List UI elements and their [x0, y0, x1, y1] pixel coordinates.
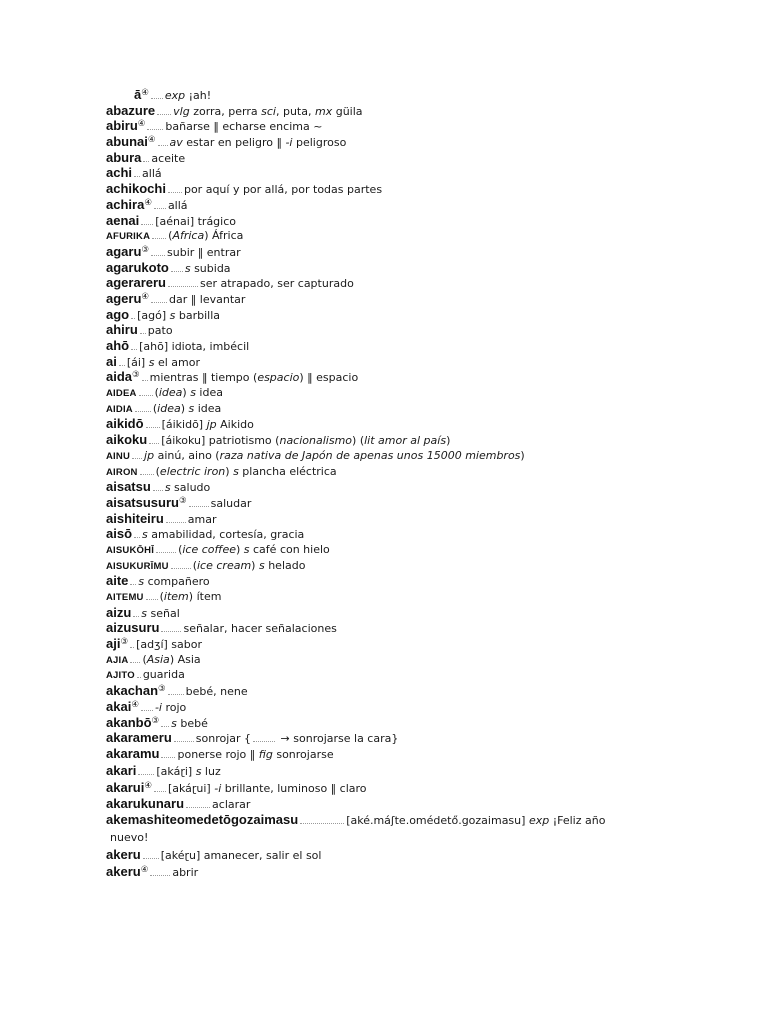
entry-headword: aikidō: [106, 416, 144, 432]
entry-headword: akai: [106, 698, 132, 714]
entry-headword: agaru: [106, 243, 142, 259]
entry-definition: señalar, hacer señalaciones: [183, 622, 337, 636]
accent-number: ④: [144, 781, 152, 792]
entry-definition: exp ¡ah!: [164, 89, 212, 102]
entry-headword: akanbō: [106, 714, 152, 730]
entry-continuation: [106, 830, 666, 846]
dictionary-entry: [106, 307, 666, 323]
leader-dots: [134, 175, 140, 177]
accent-number: ③: [132, 370, 140, 381]
accent-number: ④: [147, 135, 156, 146]
entry-headword: AISUKŌHĪ: [106, 544, 155, 556]
entry-definition: [áikoku] patriotismo (nacionalismo) (lit amor al país): [161, 434, 451, 448]
entry-definition: jp ainú, aino (raza nativa de Japón de apenas unos 15000 miembros): [144, 448, 525, 462]
leader-dots: [141, 223, 153, 225]
dictionary-entry: [106, 401, 666, 417]
leader-dots: [158, 144, 168, 146]
entry-headword: aji: [106, 636, 121, 652]
dictionary-entry: [106, 134, 666, 150]
dictionary-entry: [106, 796, 666, 812]
entry-definition: s saludo: [164, 481, 211, 495]
entry-headword: akemashiteomedetōgozaimasu: [106, 812, 299, 828]
entry-definition: abrir: [172, 866, 199, 880]
entry-headword: aisatsusuru: [106, 494, 179, 510]
leader-dots: [152, 237, 166, 239]
entry-definition: ser atrapado, ser capturado: [199, 277, 354, 291]
entry-definition: [akéɽu] amanecer, salir el sol: [160, 848, 322, 862]
dictionary-entry: [106, 620, 666, 636]
accent-number: ③: [120, 637, 129, 648]
leader-dots: [151, 301, 167, 303]
dictionary-entry: [106, 165, 666, 181]
dictionary-entry: [106, 479, 666, 495]
dictionary-entry: [106, 448, 666, 464]
entry-definition: mientras ‖ tiempo (espacio) ‖ espacio: [149, 371, 359, 385]
entry-definition: [ái] s el amor: [126, 355, 200, 369]
entry-definition: s amabilidad, cortesía, gracia: [142, 528, 305, 542]
accent-number: ④: [141, 291, 150, 302]
leader-dots: [146, 426, 160, 428]
entry-headword: aite: [106, 573, 129, 589]
leader-dots: [137, 676, 141, 678]
entry-definition: ponerse rojo ‖ fig sonrojarse: [177, 747, 334, 761]
entry-definition: s subida: [184, 261, 231, 275]
leader-dots: [161, 630, 181, 632]
leader-dots: [171, 270, 183, 272]
dictionary-entry: [106, 244, 666, 260]
entry-definition: allá: [167, 198, 188, 212]
dictionary-entry: [106, 338, 666, 354]
leader-dots: [189, 505, 209, 507]
entry-definition: (ice coffee) s café con hielo: [178, 542, 330, 556]
dictionary-entry: [106, 495, 666, 511]
entry-headword: aizu: [106, 604, 132, 620]
entry-definition: vlg zorra, perra sci, puta, mx güila: [173, 104, 363, 118]
entry-headword: akarameru: [106, 730, 172, 746]
entry-headword: akachan: [106, 683, 159, 699]
dictionary-entry: [106, 811, 666, 830]
dictionary-entry: [106, 432, 666, 448]
leader-dots: [161, 725, 169, 727]
entry-headword: aida: [106, 369, 133, 385]
entry-definition: por aquí y por allá, por todas partes: [183, 183, 383, 197]
entry-headword: akeru: [106, 846, 141, 862]
dictionary-entry: [106, 699, 666, 715]
accent-number: ④: [137, 119, 146, 130]
dictionary-entry: [106, 573, 666, 589]
entry-headword: abiru: [106, 118, 138, 134]
entry-headword: ahiru: [106, 322, 138, 338]
entry-definition: (electric iron) s plancha eléctrica: [155, 464, 337, 478]
entry-definition: (Asia) Asia: [142, 652, 201, 666]
entry-definition: aclarar: [212, 797, 251, 811]
dictionary-entry: [106, 228, 666, 244]
accent-number: ④: [144, 197, 152, 208]
leader-dots: [131, 348, 137, 350]
entry-headword: AFURIKA: [106, 231, 151, 243]
entry-definition: subir ‖ entrar: [167, 245, 241, 259]
leader-dots: [135, 410, 151, 412]
dictionary-entry: [106, 385, 666, 401]
entry-headword: ago: [106, 306, 130, 322]
entry-definition: [ahō] idiota, imbécil: [139, 340, 250, 353]
entry-headword: aizusuru: [106, 620, 160, 636]
entry-definition: [áikidō] jp Aikido: [161, 418, 254, 432]
leader-dots: [151, 254, 165, 256]
accent-number: ③: [151, 715, 160, 726]
entry-headword: achira: [106, 196, 145, 212]
leader-dots: [168, 285, 198, 287]
entry-definition: [akáɽui] -i brillante, luminoso ‖ claro: [167, 782, 367, 796]
dictionary-entry: [106, 526, 666, 542]
entry-headword: AIRON: [106, 466, 138, 478]
entry-definition: [aénai] trágico: [155, 214, 236, 228]
entry-definition: (idea) s idea: [154, 386, 223, 400]
entry-headword: agarukoto: [106, 259, 169, 275]
entry-headword: abunai: [106, 134, 148, 150]
leader-dots: [150, 874, 170, 876]
dictionary-entry: [106, 542, 666, 558]
entry-headword: abazure: [106, 102, 156, 118]
accent-number: ④: [140, 865, 149, 876]
entry-headword: akari: [106, 762, 137, 778]
entry-definition: (idea) s idea: [152, 401, 222, 415]
leader-dots: [166, 521, 186, 523]
dictionary-entry: [106, 416, 666, 432]
dictionary-entries: [106, 87, 666, 880]
leader-dots: [147, 128, 163, 130]
leader-dots: [141, 709, 153, 711]
leader-dots: [174, 740, 194, 742]
accent-number: ③: [141, 244, 150, 255]
leader-dots: [139, 394, 153, 396]
leader-dots: [154, 207, 166, 209]
entry-headword: akaramu: [106, 745, 160, 761]
entry-definition: amar: [187, 512, 217, 526]
dictionary-entry: [106, 291, 666, 307]
leader-dots: [133, 615, 139, 617]
entry-headword: AJITO: [106, 670, 135, 682]
entry-headword: aisatsu: [106, 479, 151, 495]
accent-number: ④: [141, 88, 149, 98]
entry-headword: AISUKURĪMU: [106, 560, 169, 572]
dictionary-entry: [106, 762, 666, 781]
entry-definition: s compañero: [138, 575, 210, 589]
entry-headword: ā: [134, 87, 142, 102]
accent-number: ④: [131, 699, 139, 710]
dictionary-entry: [106, 197, 666, 213]
dictionary-entry: [106, 730, 666, 746]
dictionary-entry: [106, 464, 666, 480]
entry-definition: bebé, nene: [185, 685, 248, 699]
dictionary-entry: [106, 260, 666, 276]
leader-dots: [157, 113, 171, 115]
leader-dots: [186, 806, 210, 808]
entry-definition: s bebé: [171, 716, 208, 730]
dictionary-entry: [106, 846, 666, 865]
entry-definition: [agó] s barbilla: [137, 308, 221, 322]
entry-definition: sonrojar { → sonrojarse la cara}: [195, 732, 399, 746]
entry-headword: AITEMU: [106, 592, 144, 603]
leader-dots: [171, 567, 191, 569]
entry-definition: aceite: [151, 151, 186, 165]
leader-dots: [138, 773, 154, 775]
entry-definition: pato: [147, 324, 173, 338]
entry-headword: ahō: [106, 338, 130, 353]
leader-dots: [142, 379, 148, 381]
entry-headword: ai: [106, 353, 117, 369]
entry-definition: av estar en peligro ‖ -i peligroso: [169, 136, 347, 150]
dictionary-entry: [106, 118, 666, 134]
dictionary-entry: [106, 864, 666, 880]
accent-number: ③: [158, 684, 166, 695]
entry-headword: agerareru: [106, 275, 166, 291]
dictionary-entry: [106, 652, 666, 668]
dictionary-entry: [106, 558, 666, 574]
leader-dots: [143, 160, 149, 162]
entry-definition: (item) ítem: [159, 590, 222, 603]
entry-headword: abura: [106, 149, 142, 165]
entry-headword: AIDEA: [106, 388, 137, 400]
dictionary-entry: [106, 636, 666, 652]
entry-headword: aenai: [106, 212, 140, 228]
entry-headword: ageru: [106, 290, 142, 306]
leader-dots: [130, 661, 140, 663]
leader-dots: [168, 191, 182, 193]
entry-headword: achi: [106, 165, 133, 181]
leader-dots: [300, 822, 344, 824]
entry-headword: akeru: [106, 864, 141, 880]
dictionary-entry: [106, 354, 666, 370]
dictionary-entry: [106, 181, 666, 197]
dictionary-entry: [106, 369, 666, 385]
entry-definition: [aké.máʃte.omédető.gozaimasu] exp ¡Feliz año: [346, 814, 606, 828]
leader-dots: [154, 790, 166, 792]
entry-headword: aisō: [106, 526, 133, 542]
entry-headword: AINU: [106, 450, 131, 462]
entry-definition: s señal: [141, 606, 180, 620]
entry-definition: [akáɽi] s luz: [156, 764, 221, 778]
entry-headword: aikoku: [106, 432, 148, 448]
accent-number: ③: [178, 495, 187, 506]
leader-dots: [140, 473, 154, 475]
leader-dots: [132, 457, 142, 459]
entry-headword: achikochi: [106, 181, 166, 197]
dictionary-entry: [106, 213, 666, 229]
dictionary-entry: [106, 746, 666, 762]
entry-definition: dar ‖ levantar: [169, 292, 246, 306]
leader-dots: [130, 646, 134, 648]
leader-dots: [130, 583, 136, 585]
entry-definition: allá: [142, 167, 162, 181]
leader-dots: [143, 857, 159, 859]
entry-definition: -i rojo: [154, 700, 187, 714]
dictionary-entry: [106, 715, 666, 731]
dictionary-entry: [106, 322, 666, 338]
leader-dots: [168, 693, 184, 695]
leader-dots: [140, 332, 146, 334]
leader-dots: [119, 364, 125, 366]
entry-definition: bañarse ‖ echarse encima ~: [165, 120, 323, 134]
leader-dots: [134, 536, 140, 538]
entry-definition: saludar: [210, 496, 252, 510]
leader-dots: [151, 97, 163, 99]
dictionary-entry: [106, 683, 666, 699]
dictionary-entry: [106, 275, 666, 291]
dictionary-entry: [106, 87, 666, 103]
dictionary-entry: [106, 667, 666, 683]
dictionary-entry: [106, 605, 666, 621]
entry-headword: akarui: [106, 780, 145, 796]
dictionary-entry: [106, 589, 666, 605]
entry-definition: nuevo!: [110, 830, 149, 844]
entry-headword: aishiteiru: [106, 510, 164, 526]
leader-dots: [156, 551, 176, 553]
leader-dots: [161, 756, 175, 758]
leader-dots: [153, 489, 163, 491]
entry-headword: akarukunaru: [106, 795, 185, 811]
dictionary-entry: [106, 150, 666, 166]
entry-definition: (ice cream) s helado: [192, 558, 306, 572]
entry-definition: (Africa) África: [168, 229, 244, 243]
dictionary-entry: [106, 780, 666, 796]
dictionary-entry: [106, 511, 666, 527]
entry-headword: AJIA: [106, 654, 129, 666]
entry-definition: guarida: [142, 668, 185, 682]
leader-dots: [131, 317, 135, 319]
entry-definition: [adʒí] sabor: [136, 638, 203, 652]
leader-dots: [149, 442, 159, 444]
dictionary-entry: [106, 103, 666, 119]
leader-dots: [146, 598, 158, 600]
entry-headword: AIDIA: [106, 403, 133, 415]
